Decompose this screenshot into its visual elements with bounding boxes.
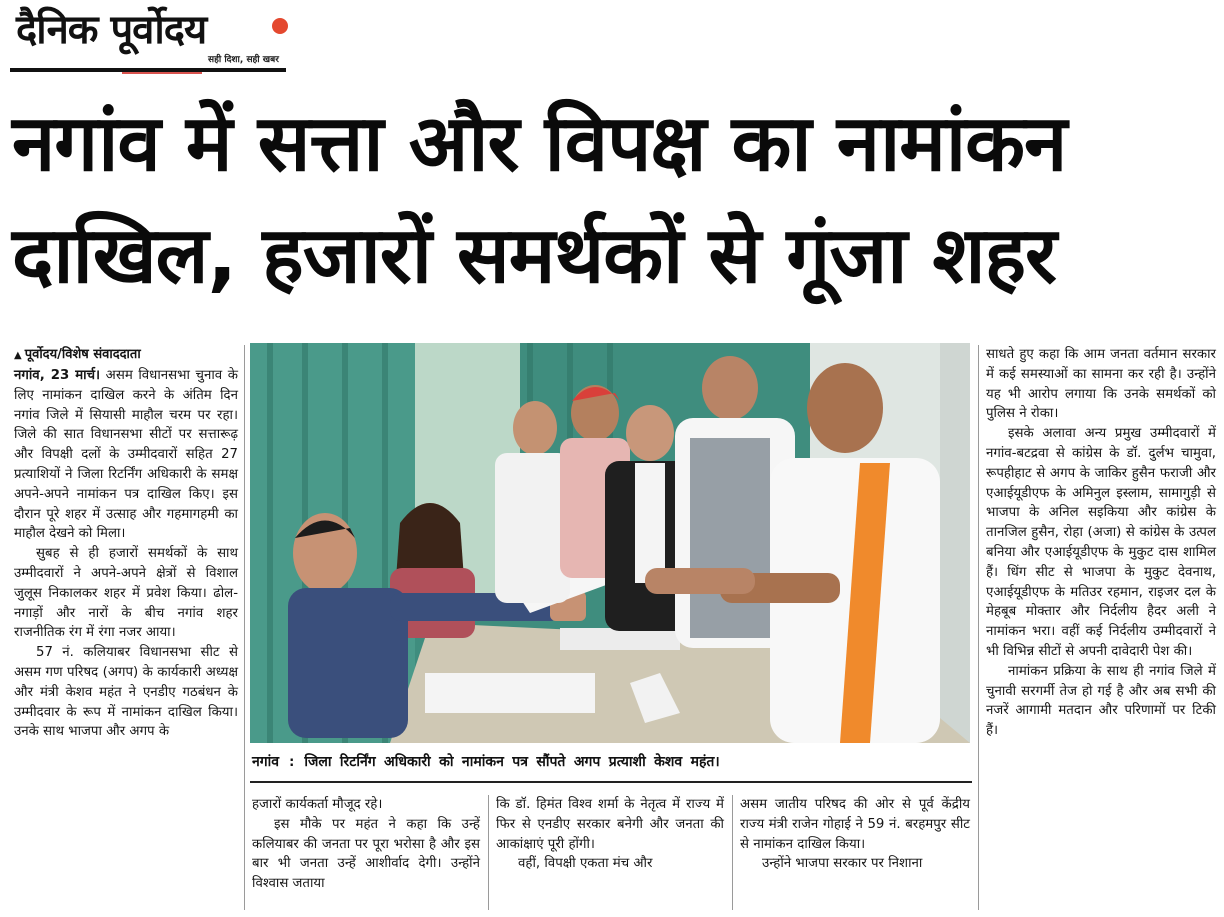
paragraph: असम विधानसभा चुनाव के लिए नामांकन दाखिल करने के अंतिम दिन नगांव जिले में सियासी माहौल चरम पर रहा। जिले की सात विधानसभा सीटों पर सत्तारूढ़ और विपक्षी दलों के उम्मीदवारों सहित 27 प्रत्याशियों ने जिला रिटर्निंग अधिकारी के समक्ष अपने-अपने नामांकन पत्र दाखिल किए। इस दौरान पूरे शहर में उत्साह और गहमागहमी का माहौल देखने को मिला। [14,368,238,542]
news-photo [250,343,970,743]
article-column-2 [252,795,480,894]
article-column-1 [14,345,238,742]
paragraph: इस मौके पर महंत ने कहा कि उन्हें कलियाबर की जनता पर पूरा भरोसा है और इस बार भी जनता उन्हें आशीर्वाद देगी। उन्होंने विश्वास जताया [252,816,480,892]
article-column-3 [496,795,724,874]
paragraph: हजारों कार्यकर्ता मौजूद रहे। [252,797,383,812]
caption-rule [250,781,972,783]
paragraph: इसके अलावा अन्य प्रमुख उम्मीदवारों में नगांव-बटद्रवा से कांग्रेस के डॉ. दुर्लभ चामुवा, रूपहीहाट से अगप के जाकिर हुसैन फराजी और एआईयूडीएफ के अमिनुल इस्लाम, सामागुड़ी से भाजपा के अनिल सइकिया और कांग्रेस के तानजिल हुसैन, रोहा (अजा) से कांग्रेस के उत्पल बनिया और एआईयूडीएफ के मुकुट दास शामिल हैं। धिंग सीट से भाजपा के मुकुट देवनाथ, एआईयूडीएफ के मतिउर रहमान, राइजर दल के मेहबूब मोक्तार और निर्दलीय हैदर अली ने नामांकन भरा। वहीं कई निर्दलीय उम्मीदवारों ने भी विभिन्न सीटों से अपनी दावेदारी पेश की। [986,426,1216,659]
newspaper-logo: दैनिक पूर्वोदय [16,7,207,53]
article-column-4 [740,795,970,874]
logo-dot-icon [272,18,288,34]
column-divider [488,795,489,910]
paragraph: वहीं, विपक्षी एकता मंच और [518,856,653,872]
headline [12,88,1212,312]
paragraph: साधते हुए कहा कि आम जनता वर्तमान सरकार में कई समस्याओं का सामना कर रही है। उन्होंने यह भी आरोप लगाया कि उनके समर्थकों को पुलिस ने रोका। [986,347,1216,422]
masthead-tagline: सही दिशा, सही खबर [208,55,279,65]
paragraph: असम जातीय परिषद की ओर से पूर्व केंद्रीय राज्य मंत्री राजेन गोहाई ने 59 नं. बरहमपुर सीट से नामांकन दाखिल किया। [740,797,970,852]
paragraph: सुबह से ही हजारों समर्थकों के साथ उम्मीदवारों ने अपने-अपने क्षेत्रों से विशाल जुलूस निकालकर शहर में प्रवेश किया। ढोल-नगाड़ों और नारों के बीच नगांव शहर राजनीतिक रंग में रंगा नजर आया। [14,546,238,641]
headline-line-2: दाखिल, हजारों समर्थकों से गूंजा शहर [12,211,1056,301]
masthead [10,6,290,74]
paragraph: नामांकन प्रक्रिया के साथ ही नगांव जिले में चुनावी सरगर्मी तेज हो गई है और अब सभी की नजरें आगामी मतदान और परिणामों पर टिकी हैं। [986,663,1216,739]
article-column-5 [986,345,1216,741]
paragraph: उन्होंने भाजपा सरकार पर निशाना [762,856,923,872]
column-divider [978,345,979,910]
column-divider [244,345,245,910]
column-divider [732,795,733,910]
nomination-photo-illustration [250,343,970,743]
photo-caption: नगांव : जिला रिटर्निंग अधिकारी को नामांकन पत्र सौंपते अगप प्रत्याशी केशव महंत। [252,754,720,770]
paragraph: 57 नं. कलियाबर विधानसभा सीट से असम गण परिषद (अगप) के कार्यकारी अध्यक्ष और मंत्री केशव महंत ने एनडीए गठबंधन के उम्मीदवार के रूप में नामांकन दाखिल किया। उनके साथ भाजपा और अगप के [14,645,238,740]
triangle-up-icon: ▲ [14,350,22,361]
masthead-rule-accent [122,72,202,74]
byline: ▲ पूर्वोदय/विशेष संवाददाता [14,347,141,362]
dateline: नगांव, 23 मार्च। [14,368,101,383]
paragraph: कि डॉ. हिमंत विश्व शर्मा के नेतृत्व में राज्य में फिर से एनडीए सरकार बनेगी और जनता की आकांक्षाएं पूरी होंगी। [496,797,724,852]
headline-line-1: नगांव में सत्ता और विपक्ष का नामांकन [12,99,1067,189]
